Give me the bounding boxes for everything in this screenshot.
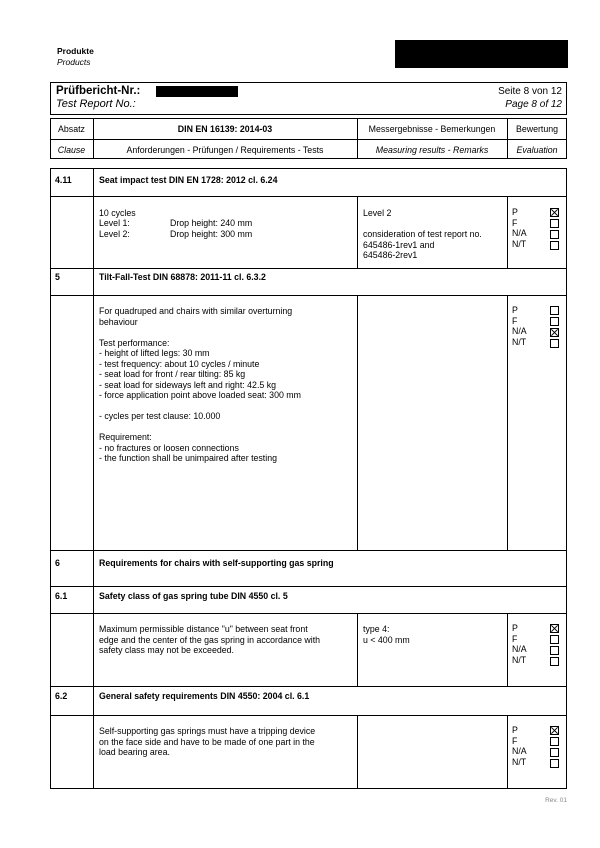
redacted-report-number <box>156 86 238 97</box>
checkbox-na[interactable] <box>550 328 559 337</box>
checkbox-f[interactable] <box>550 317 559 326</box>
section-heading: Requirements for chairs with self-supporting gas spring <box>99 558 334 568</box>
checkbox-p[interactable] <box>550 624 559 633</box>
header-products: Products <box>57 57 91 67</box>
redacted-logo <box>395 40 568 68</box>
result-text: Level 2 consideration of test report no. 645486-1rev1 and 645486-2rev1 <box>363 208 482 260</box>
col-eval-de: Bewertung <box>515 124 559 134</box>
section-heading: Tilt-Fall-Test DIN 68878: 2011-11 cl. 6.3.2 <box>99 272 266 282</box>
level-value: Drop height: 240 mm <box>170 218 253 228</box>
report-title-en: Test Report No.: <box>56 98 136 110</box>
header-produkte: Produkte <box>57 46 94 56</box>
checkbox-nt[interactable] <box>550 759 559 768</box>
col-results-en: Measuring results - Remarks <box>375 145 489 155</box>
report-title-de: Prüfbericht-Nr.: <box>56 85 141 97</box>
checkbox-f[interactable] <box>550 635 559 644</box>
checkbox-na[interactable] <box>550 748 559 757</box>
level-value: Drop height: 300 mm <box>170 229 253 239</box>
col-results-de: Messergebnisse - Bemerkungen <box>368 124 496 134</box>
checkbox-na[interactable] <box>550 646 559 655</box>
col-standard: DIN EN 16139: 2014-03 <box>177 124 273 134</box>
level-label: Level 1: <box>99 218 130 228</box>
checkbox-na[interactable] <box>550 230 559 239</box>
page-number-de: Seite 8 von 12 <box>498 86 562 97</box>
checkbox-nt[interactable] <box>550 241 559 250</box>
checkbox-p[interactable] <box>550 726 559 735</box>
section-body: For quadruped and chairs with similar overturning behaviour Test performance: - height of lifted legs: 30 mm - test frequency: about 10 cycles / minute - seat load for front / rear tilting: 85 kg - seat load for sideways left and right: 42.5 kg - force application point above loaded seat: 300 mm - cycles per test clause: 10.000 Requirement: - no fractures or loosen connections - the function shall be unimpaired after testing <box>99 306 301 463</box>
result-text: type 4: u < 400 mm <box>363 624 410 645</box>
verdict-labels: P F N/A N/T <box>512 623 527 665</box>
section-body: Self-supporting gas springs must have a tripping device on the face side and have to be made of one part in the load bearing area. <box>99 726 316 757</box>
checkbox-f[interactable] <box>550 219 559 228</box>
clause-number: 6.1 <box>55 591 68 601</box>
clause-number: 6 <box>55 558 60 568</box>
page-number-en: Page 8 of 12 <box>505 99 562 110</box>
col-clause: Clause <box>57 145 86 155</box>
col-eval-en: Evaluation <box>516 145 558 155</box>
checkbox-nt[interactable] <box>550 339 559 348</box>
checkbox-f[interactable] <box>550 737 559 746</box>
section-heading: General safety requirements DIN 4550: 2004 cl. 6.1 <box>99 691 310 701</box>
section-body: Maximum permissible distance "u" between seat front edge and the center of the gas spring in accordance with safety class may not be exceeded. <box>99 624 321 655</box>
clause-number: 5 <box>55 272 60 282</box>
clause-number: 6.2 <box>55 691 68 701</box>
section-heading: Safety class of gas spring tube DIN 4550 cl. 5 <box>99 591 288 601</box>
clause-number: 4.11 <box>55 175 72 185</box>
col-absatz: Absatz <box>58 124 85 134</box>
verdict-labels: P F N/A N/T <box>512 725 527 767</box>
verdict-labels: P F N/A N/T <box>512 305 527 347</box>
revision-label: Rev. 01 <box>545 797 567 804</box>
section-body: 10 cycles <box>99 208 136 218</box>
verdict-labels: P F N/A N/T <box>512 207 527 249</box>
checkbox-nt[interactable] <box>550 657 559 666</box>
section-heading: Seat impact test DIN EN 1728: 2012 cl. 6.24 <box>99 175 278 185</box>
checkbox-p[interactable] <box>550 306 559 315</box>
level-label: Level 2: <box>99 229 130 239</box>
col-requirements: Anforderungen - Prüfungen / Requirements - Tests <box>126 145 324 155</box>
checkbox-p[interactable] <box>550 208 559 217</box>
